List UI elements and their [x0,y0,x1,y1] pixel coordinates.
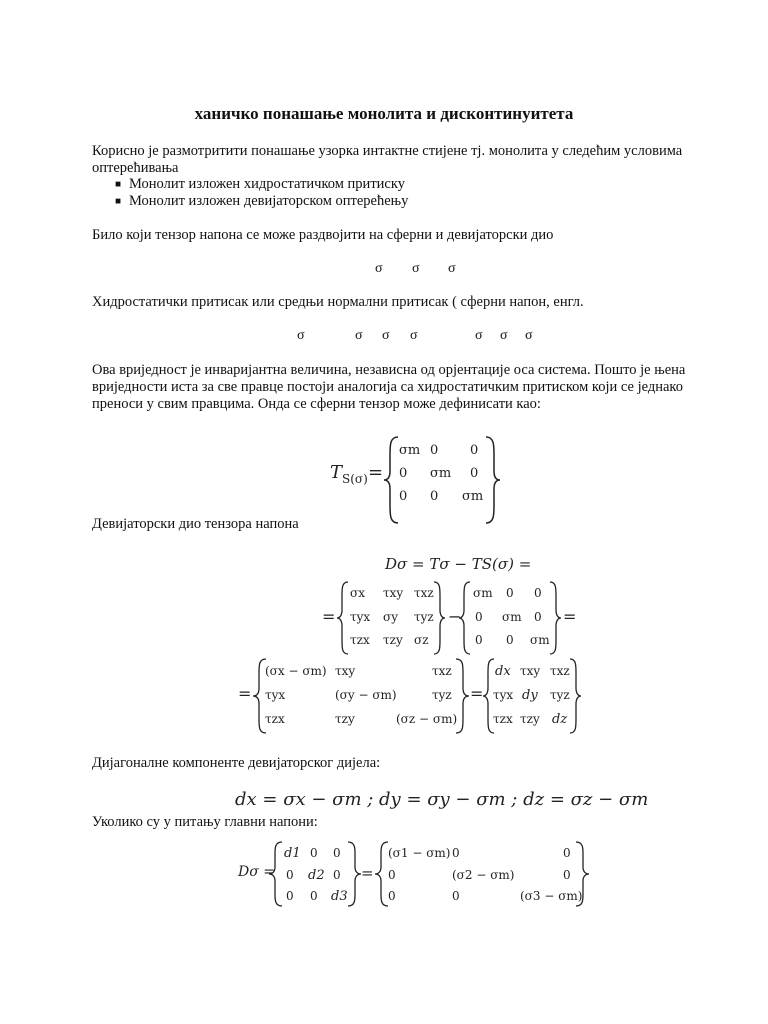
document-page: ханичко понашање монолита и дисконтинуитета Корисно је размотритити понашање узорка интактне стијене тј. монолита у следећим условима оптерећивања ■ Монолит изложен хидростатичком притиску ■ Монолит изложен девијаторском оптерећењу Било који тензор напона се може раздвојити на сферни и девијаторски дио σ σ σ Хидростатички притисак или средњи нормални притисак ( сферни напон, енгл. σ σ σ σ σ σ σ Ова вриједност је инваријантна величина, независна од орјентације оса система. Пошто је њена вриједности иста за све правце постоји аналогија са хидростатичким притиском који се једнако преноси у свим правцима. Онда се сферни тензор може дефинисати као: T S(σ) = σm 0 0 0 σm 0 0 0 σm Девијаторски дио тензора напона Dσ = Tσ − TS(σ) = = σx τxy τxz τyx σy τyz τzx τzy σz − σm 0 0 0 σm 0 0 0 σm = = (σx − σm) τxy τxz τyx (σy − σm) τyz τzx τzy (σz − σm) = dx τxy τxz τyx dy τyz τzx τzy dz Дијагоналне компоненте девијаторског дијела: dx = σx − σm ; dy = σy − σm ; dz = σz − σm Уколико су у питању главни напони: Dσ = d1 0 0 0 d2 0 0 0 d3 = (σ1 − σm) 0 0 0 (σ2 − σm) 0 0 0 (σ3 − σm) [0,0,768,1024]
hydrostatic-paragraph: Хидростатички притисак или средњи нормални притисак ( сферни напон, енгл. [92,294,584,310]
bullet-icon: ■ [115,196,122,207]
sigma-symbol: σ [475,328,483,343]
left-brace-icon [268,840,284,908]
list-item [115,193,408,210]
sigma-symbol: σ [297,328,305,343]
right-brace-icon [482,435,502,525]
sigma-symbol: σ [382,328,390,343]
deviatoric-paragraph: Девијаторски дио тензора напона [92,516,299,532]
sigma-symbol: σ [525,328,533,343]
diagonal-paragraph: Дијагоналне компоненте девијаторског дијела: [92,755,381,771]
sigma-symbol: σ [500,328,508,343]
tensor-split-paragraph: Било који тензор напона се може раздвојити на сферни и девијаторски дио [92,227,554,243]
invariant-paragraph: Ова вриједност је инваријантна величина, независна од орјентације оса система. Пошто је њена вриједности иста за све правце постоји аналогија са хидростатичким притиском који се једнако преноси у свим правцима. Онда се сферни тензор може дефинисати као: [92,362,686,412]
bullet-text: Монолит изложен хидростатичком притиску [129,176,405,192]
left-brace-icon [458,580,472,656]
bullet-icon: ■ [115,179,122,190]
principal-paragraph: Уколико су у питању главни напони: [92,814,318,830]
right-brace-icon [432,580,446,656]
right-brace-icon [574,840,590,908]
left-brace-icon [336,580,350,656]
intro-paragraph: Корисно је размотритити понашање узорка интактне стијене тј. монолита у следећим условима оптерећивања [92,143,683,176]
sigma-symbol: σ [375,261,383,276]
right-brace-icon [454,657,470,735]
sigma-symbol: σ [410,328,418,343]
right-brace-icon [346,840,362,908]
list-item [115,176,405,193]
bullet-text: Монолит изложен девијаторском оптерећењу [129,193,409,209]
sigma-symbol: σ [355,328,363,343]
page-title: ханичко понашање монолита и дисконтинуитета [194,104,574,123]
right-brace-icon [568,657,582,735]
sigma-symbol: σ [412,261,420,276]
sigma-symbol: σ [448,261,456,276]
right-brace-icon [548,580,562,656]
